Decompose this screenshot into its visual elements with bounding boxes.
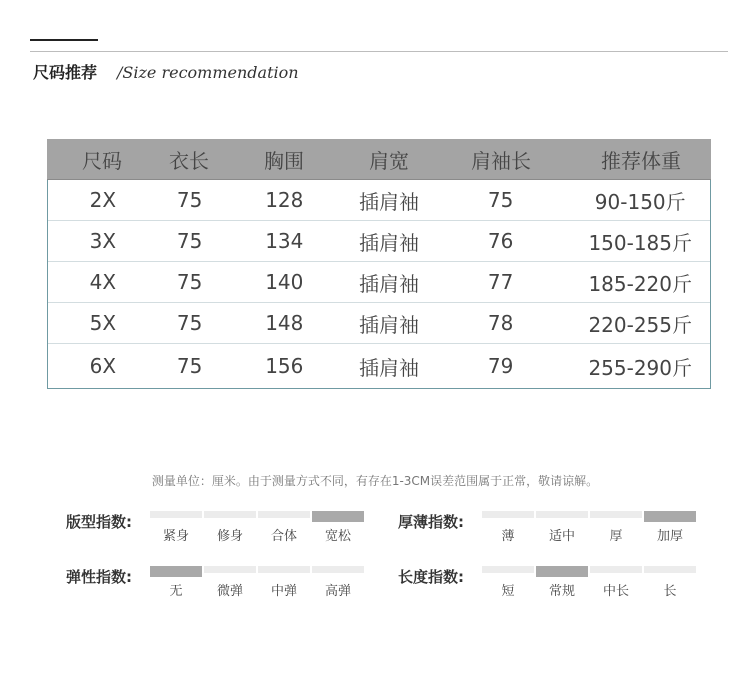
thickness-index-scale (482, 511, 698, 544)
index-option-label: 中长 (602, 584, 629, 599)
table-cell: 79 (487, 354, 514, 378)
index-bar (482, 511, 534, 518)
table-cell: 220-255斤 (588, 312, 693, 337)
index-bar (536, 511, 588, 518)
table-cell: 140 (265, 270, 304, 294)
index-option (258, 511, 310, 544)
table-cell: 78 (487, 311, 514, 335)
index-bar (150, 511, 202, 518)
index-bar (312, 566, 364, 573)
table-cell: 75 (487, 188, 514, 212)
table-cell: 插肩袖 (358, 271, 419, 296)
table-cell: 255-290斤 (588, 355, 693, 380)
table-row (48, 344, 710, 388)
table-row (48, 303, 710, 344)
index-option (312, 511, 364, 544)
index-option-label: 微弹 (216, 584, 243, 599)
index-option (312, 566, 364, 599)
index-option (590, 511, 642, 544)
table-cell: 128 (265, 188, 304, 212)
index-option-label: 无 (169, 584, 183, 599)
column-header: 肩宽 (369, 148, 409, 173)
title-accent-line (30, 39, 98, 41)
table-cell: 75 (176, 229, 203, 253)
section-title-en: /Size recommendation (117, 63, 299, 82)
index-option (150, 566, 202, 599)
table-header-row (47, 139, 711, 180)
index-option (204, 566, 256, 599)
column-header: 肩袖长 (471, 148, 531, 173)
table-cell: 77 (487, 270, 514, 294)
index-option-label: 高弹 (324, 584, 351, 599)
fit-index-scale (150, 511, 366, 544)
index-option (150, 511, 202, 544)
table-row (48, 180, 710, 221)
table-row (48, 221, 710, 262)
index-option-label: 中弹 (270, 584, 297, 599)
table-row (48, 262, 710, 303)
table-cell: 156 (265, 354, 304, 378)
index-bar (644, 566, 696, 573)
index-option (644, 511, 696, 544)
index-bar-selected (536, 566, 588, 577)
table-cell: 148 (265, 311, 304, 335)
index-option-label: 厚 (609, 529, 623, 544)
column-header: 胸围 (264, 148, 304, 173)
table-cell: 2X (89, 188, 117, 212)
column-header: 尺码 (82, 148, 122, 173)
table-cell: 90-150斤 (594, 189, 686, 214)
size-table (47, 139, 711, 389)
table-cell: 75 (176, 311, 203, 335)
index-bar-selected (312, 511, 364, 522)
length-index-label: 长度指数: (398, 568, 464, 586)
fit-index-label: 版型指数: (66, 513, 132, 531)
table-cell: 75 (176, 354, 203, 378)
elasticity-index-scale (150, 566, 366, 599)
index-bar (204, 511, 256, 518)
index-option-label: 合体 (270, 529, 297, 544)
table-cell: 插肩袖 (358, 189, 419, 214)
index-bar-selected (150, 566, 202, 577)
section-title-zh: 尺码推荐 (33, 63, 98, 82)
table-cell: 插肩袖 (358, 230, 419, 255)
column-header: 推荐体重 (601, 148, 681, 173)
table-cell: 5X (89, 311, 117, 335)
table-cell: 3X (89, 229, 117, 253)
index-option-label: 适中 (548, 529, 575, 544)
table-cell: 75 (176, 188, 203, 212)
length-index-scale (482, 566, 698, 599)
index-bar (204, 566, 256, 573)
index-option (536, 511, 588, 544)
index-bar (590, 511, 642, 518)
index-option-label: 薄 (501, 529, 515, 544)
index-option (644, 566, 696, 599)
table-cell: 150-185斤 (588, 230, 693, 255)
table-cell: 插肩袖 (358, 312, 419, 337)
table-cell: 185-220斤 (588, 271, 693, 296)
table-cell: 134 (265, 229, 304, 253)
elasticity-index-label: 弹性指数: (66, 568, 132, 586)
index-option (258, 566, 310, 599)
table-cell: 4X (89, 270, 117, 294)
index-option-label: 常规 (548, 584, 575, 599)
measurement-note: 测量单位：厘米。由于测量方式不同，有存在1-3CM误差范围属于正常，敬请谅解。 (151, 474, 599, 488)
index-option-label: 加厚 (656, 529, 683, 544)
column-header: 衣长 (169, 148, 209, 173)
index-option-label: 长 (663, 584, 677, 599)
index-bar (482, 566, 534, 573)
index-option (482, 511, 534, 544)
index-bar-selected (644, 511, 696, 522)
title-divider (30, 51, 728, 52)
index-option (590, 566, 642, 599)
section-header (33, 60, 299, 82)
index-bar (258, 566, 310, 573)
index-bar (590, 566, 642, 573)
index-option (536, 566, 588, 599)
index-option-label: 紧身 (162, 529, 189, 544)
table-cell: 76 (487, 229, 514, 253)
index-bar (258, 511, 310, 518)
table-cell: 6X (89, 354, 117, 378)
index-option (482, 566, 534, 599)
table-cell: 75 (176, 270, 203, 294)
index-option-label: 修身 (216, 529, 243, 544)
table-cell: 插肩袖 (358, 355, 419, 380)
thickness-index-label: 厚薄指数: (398, 513, 464, 531)
index-option-label: 短 (501, 584, 515, 599)
index-option (204, 511, 256, 544)
index-option-label: 宽松 (324, 529, 351, 544)
